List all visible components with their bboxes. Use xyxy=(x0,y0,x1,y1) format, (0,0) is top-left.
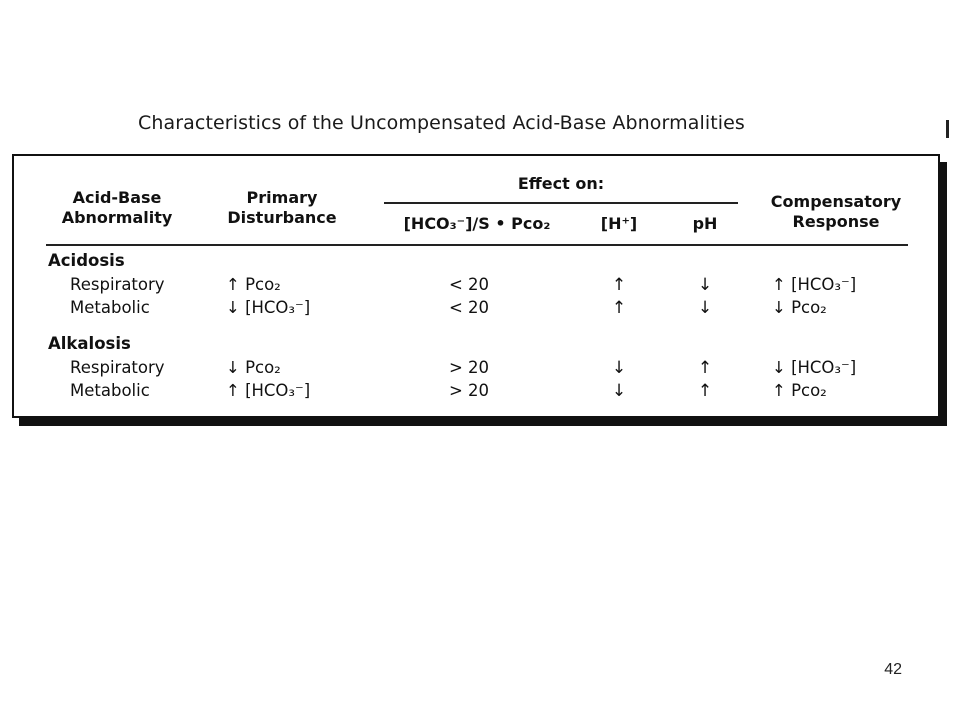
row-alkalosis-respiratory-primary: ↓ Pco₂ xyxy=(226,358,281,377)
header-ph: pH xyxy=(692,214,718,233)
header-rule xyxy=(46,244,908,246)
table-caption: Characteristics of the Uncompensated Acid-Base Abnormalities xyxy=(138,112,745,134)
row-acidosis-metabolic-comp: ↓ Pco₂ xyxy=(772,298,827,317)
row-alkalosis-metabolic-ratio: > 20 xyxy=(448,381,490,400)
row-acidosis-metabolic-type: Metabolic xyxy=(70,298,150,317)
header-primary-line1: Primary xyxy=(246,188,318,207)
row-alkalosis-respiratory-type: Respiratory xyxy=(70,358,165,377)
row-acidosis-respiratory-comp: ↑ [HCO₃⁻] xyxy=(772,275,857,294)
row-acidosis-metabolic-h: ↑ xyxy=(611,298,627,318)
acid-base-table xyxy=(12,154,940,418)
header-primary-line2: Disturbance xyxy=(227,208,337,227)
row-alkalosis-metabolic-comp: ↑ Pco₂ xyxy=(772,381,827,400)
row-acidosis-metabolic-primary: ↓ [HCO₃⁻] xyxy=(226,298,311,317)
row-acidosis-metabolic-ratio: < 20 xyxy=(448,298,490,317)
row-acidosis-metabolic-ph: ↓ xyxy=(697,298,713,318)
header-abnormality-line1: Acid-Base xyxy=(72,188,162,207)
group-alkalosis: Alkalosis xyxy=(48,334,131,353)
row-acidosis-respiratory-primary: ↑ Pco₂ xyxy=(226,275,281,294)
header-compensatory-line2: Response xyxy=(792,212,880,231)
row-acidosis-respiratory-h: ↑ xyxy=(611,275,627,295)
group-acidosis: Acidosis xyxy=(48,251,125,270)
page-number: 42 xyxy=(884,661,902,678)
header-ratio: [HCO₃⁻]/S • Pco₂ xyxy=(403,214,551,233)
header-compensatory-line1: Compensatory xyxy=(770,192,902,211)
row-acidosis-respiratory-ph: ↓ xyxy=(697,275,713,295)
row-alkalosis-metabolic-h: ↓ xyxy=(611,381,627,401)
header-effect-on: Effect on: xyxy=(517,174,605,193)
header-primary xyxy=(212,188,352,228)
edge-mark xyxy=(946,120,949,138)
effect-on-rule xyxy=(384,202,738,204)
header-h-ion: [H⁺] xyxy=(600,214,638,233)
row-alkalosis-respiratory-ratio: > 20 xyxy=(448,358,490,377)
row-alkalosis-respiratory-ph: ↑ xyxy=(697,358,713,378)
row-acidosis-respiratory-ratio: < 20 xyxy=(448,275,490,294)
row-alkalosis-metabolic-ph: ↑ xyxy=(697,381,713,401)
row-alkalosis-respiratory-h: ↓ xyxy=(611,358,627,378)
header-abnormality-line2: Abnormality xyxy=(61,208,173,227)
header-compensatory xyxy=(756,192,916,232)
row-alkalosis-metabolic-primary: ↑ [HCO₃⁻] xyxy=(226,381,311,400)
row-alkalosis-metabolic-type: Metabolic xyxy=(70,381,150,400)
row-alkalosis-respiratory-comp: ↓ [HCO₃⁻] xyxy=(772,358,857,377)
row-acidosis-respiratory-type: Respiratory xyxy=(70,275,165,294)
header-abnormality xyxy=(42,188,192,228)
